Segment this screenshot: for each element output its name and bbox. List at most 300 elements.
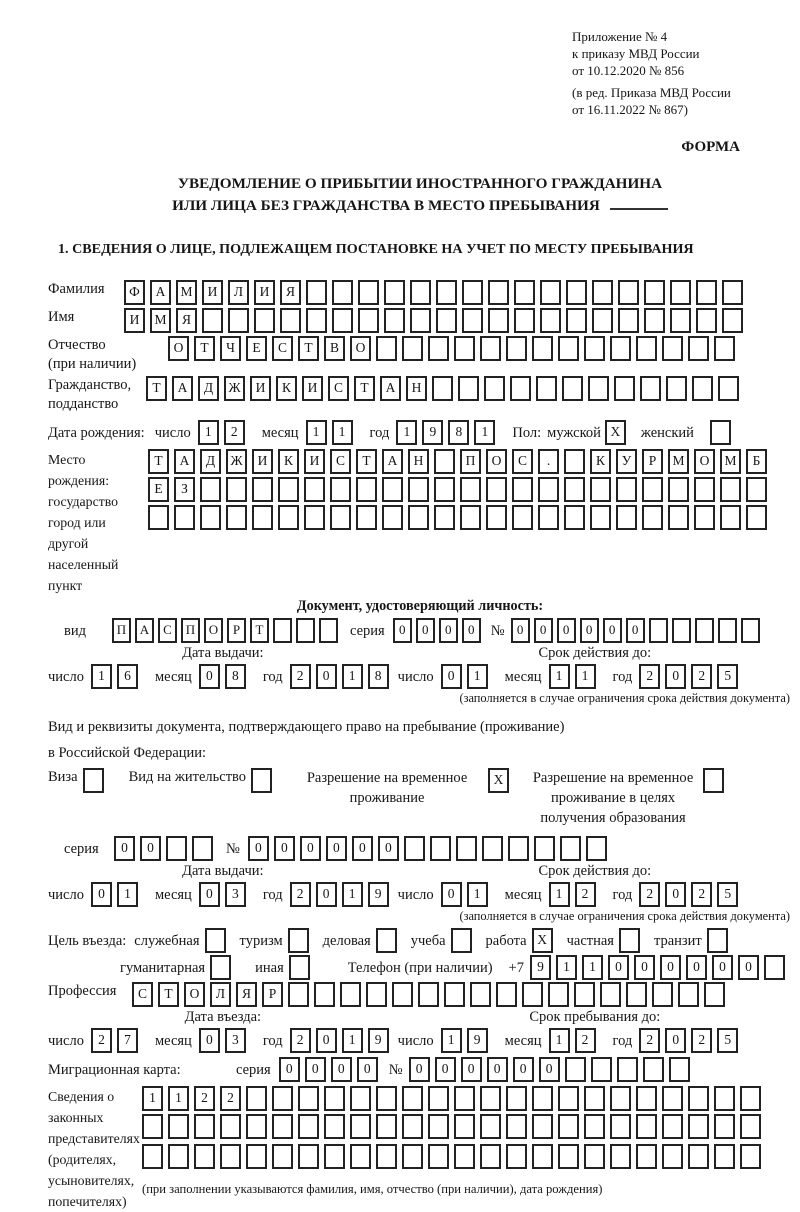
form-cell[interactable]: 0 — [435, 1057, 456, 1082]
form-cell[interactable]: 1 — [582, 955, 603, 980]
form-cell[interactable] — [694, 477, 715, 502]
form-cell[interactable]: 0 — [378, 836, 399, 861]
form-cell[interactable]: 6 — [117, 664, 138, 689]
form-cell[interactable] — [432, 376, 453, 401]
form-cell[interactable] — [534, 836, 555, 861]
form-cell[interactable]: 0 — [580, 618, 599, 643]
form-cell[interactable] — [536, 376, 557, 401]
form-cell[interactable]: 0 — [461, 1057, 482, 1082]
form-cell[interactable]: Т — [356, 449, 377, 474]
form-cell[interactable] — [740, 1114, 761, 1139]
form-cell[interactable]: 9 — [467, 1028, 488, 1053]
form-cell[interactable]: Ф — [124, 280, 145, 305]
form-cell[interactable] — [764, 955, 785, 980]
form-cell[interactable] — [610, 1114, 631, 1139]
form-cell[interactable]: О — [168, 336, 189, 361]
form-cell[interactable]: А — [135, 618, 154, 643]
purpose-study-checkbox[interactable] — [451, 928, 472, 953]
form-cell[interactable] — [636, 1086, 657, 1111]
form-cell[interactable]: 0 — [660, 955, 681, 980]
form-cell[interactable] — [512, 477, 533, 502]
form-cell[interactable] — [496, 982, 517, 1007]
form-cell[interactable]: Ж — [224, 376, 245, 401]
form-cell[interactable] — [720, 505, 741, 530]
form-cell[interactable] — [696, 280, 717, 305]
form-cell[interactable] — [584, 1086, 605, 1111]
form-cell[interactable] — [740, 1144, 761, 1169]
form-cell[interactable]: Е — [148, 477, 169, 502]
form-cell[interactable] — [669, 1057, 690, 1082]
form-cell[interactable] — [740, 1086, 761, 1111]
purpose-transit-checkbox[interactable] — [707, 928, 728, 953]
form-cell[interactable]: Л — [228, 280, 249, 305]
form-cell[interactable]: Н — [406, 376, 427, 401]
form-cell[interactable] — [278, 477, 299, 502]
form-cell[interactable]: 1 — [549, 1028, 570, 1053]
form-cell[interactable] — [610, 1144, 631, 1169]
form-cell[interactable] — [226, 505, 247, 530]
form-cell[interactable] — [566, 308, 587, 333]
form-cell[interactable] — [566, 280, 587, 305]
form-cell[interactable] — [220, 1144, 241, 1169]
form-cell[interactable] — [590, 505, 611, 530]
form-cell[interactable] — [618, 308, 639, 333]
form-cell[interactable]: 0 — [513, 1057, 534, 1082]
form-cell[interactable] — [714, 1144, 735, 1169]
form-cell[interactable]: 0 — [305, 1057, 326, 1082]
form-cell[interactable]: С — [158, 618, 177, 643]
form-cell[interactable] — [330, 505, 351, 530]
form-cell[interactable]: 1 — [556, 955, 577, 980]
form-cell[interactable] — [454, 336, 475, 361]
form-cell[interactable] — [298, 1144, 319, 1169]
form-cell[interactable] — [376, 1086, 397, 1111]
form-cell[interactable]: С — [272, 336, 293, 361]
form-cell[interactable]: 0 — [274, 836, 295, 861]
form-cell[interactable]: К — [278, 449, 299, 474]
form-cell[interactable]: 2 — [290, 664, 311, 689]
form-cell[interactable]: 1 — [342, 1028, 363, 1053]
form-cell[interactable] — [444, 982, 465, 1007]
form-cell[interactable] — [584, 1114, 605, 1139]
form-cell[interactable] — [404, 836, 425, 861]
form-cell[interactable]: 1 — [549, 882, 570, 907]
form-cell[interactable] — [574, 982, 595, 1007]
form-cell[interactable]: А — [174, 449, 195, 474]
form-cell[interactable]: Т — [250, 618, 269, 643]
form-cell[interactable]: Ж — [226, 449, 247, 474]
form-cell[interactable]: 0 — [91, 882, 112, 907]
form-cell[interactable] — [506, 1114, 527, 1139]
form-cell[interactable]: 2 — [639, 664, 660, 689]
form-cell[interactable]: Н — [408, 449, 429, 474]
form-cell[interactable]: 0 — [326, 836, 347, 861]
form-cell[interactable] — [668, 505, 689, 530]
form-cell[interactable] — [617, 1057, 638, 1082]
form-cell[interactable]: 2 — [639, 1028, 660, 1053]
form-cell[interactable]: О — [204, 618, 223, 643]
form-cell[interactable] — [402, 336, 423, 361]
form-cell[interactable]: 1 — [91, 664, 112, 689]
form-cell[interactable] — [220, 1114, 241, 1139]
form-cell[interactable] — [600, 982, 621, 1007]
form-cell[interactable]: 0 — [352, 836, 373, 861]
form-cell[interactable]: 0 — [416, 618, 435, 643]
form-cell[interactable] — [746, 505, 767, 530]
form-cell[interactable] — [558, 1086, 579, 1111]
form-cell[interactable]: 9 — [530, 955, 551, 980]
form-cell[interactable] — [695, 618, 714, 643]
form-cell[interactable] — [610, 1086, 631, 1111]
form-cell[interactable]: Р — [262, 982, 283, 1007]
form-cell[interactable] — [688, 336, 709, 361]
form-cell[interactable] — [636, 336, 657, 361]
form-cell[interactable] — [304, 477, 325, 502]
form-cell[interactable] — [564, 477, 585, 502]
form-cell[interactable] — [610, 336, 631, 361]
form-cell[interactable] — [616, 477, 637, 502]
purpose-humanitarian-checkbox[interactable] — [210, 955, 231, 980]
form-cell[interactable] — [330, 477, 351, 502]
form-cell[interactable]: К — [590, 449, 611, 474]
form-cell[interactable] — [148, 505, 169, 530]
form-cell[interactable]: Т — [146, 376, 167, 401]
form-cell[interactable] — [356, 477, 377, 502]
form-cell[interactable]: 0 — [634, 955, 655, 980]
form-cell[interactable] — [649, 618, 668, 643]
form-cell[interactable]: А — [382, 449, 403, 474]
form-cell[interactable] — [470, 982, 491, 1007]
form-cell[interactable] — [688, 1086, 709, 1111]
form-cell[interactable]: С — [512, 449, 533, 474]
form-cell[interactable]: М — [176, 280, 197, 305]
form-cell[interactable]: М — [668, 449, 689, 474]
form-cell[interactable] — [436, 280, 457, 305]
form-cell[interactable] — [558, 1144, 579, 1169]
form-cell[interactable]: З — [174, 477, 195, 502]
form-cell[interactable] — [366, 982, 387, 1007]
form-cell[interactable]: Т — [148, 449, 169, 474]
form-cell[interactable] — [678, 982, 699, 1007]
form-cell[interactable]: 2 — [691, 1028, 712, 1053]
form-cell[interactable] — [174, 505, 195, 530]
form-cell[interactable]: И — [304, 449, 325, 474]
form-cell[interactable]: 0 — [686, 955, 707, 980]
sex-female-checkbox[interactable] — [710, 420, 731, 445]
form-cell[interactable] — [280, 308, 301, 333]
form-cell[interactable]: 5 — [717, 1028, 738, 1053]
form-cell[interactable]: О — [350, 336, 371, 361]
form-cell[interactable] — [462, 280, 483, 305]
form-cell[interactable]: П — [112, 618, 131, 643]
form-cell[interactable] — [558, 1114, 579, 1139]
form-cell[interactable] — [382, 505, 403, 530]
form-cell[interactable] — [722, 308, 743, 333]
form-cell[interactable]: Д — [200, 449, 221, 474]
form-cell[interactable]: О — [694, 449, 715, 474]
form-cell[interactable]: 0 — [462, 618, 481, 643]
form-cell[interactable] — [486, 505, 507, 530]
form-cell[interactable]: 8 — [368, 664, 389, 689]
form-cell[interactable]: 8 — [448, 420, 469, 445]
form-cell[interactable] — [358, 280, 379, 305]
purpose-other-checkbox[interactable] — [289, 955, 310, 980]
form-cell[interactable]: 0 — [199, 882, 220, 907]
form-cell[interactable] — [586, 836, 607, 861]
form-cell[interactable] — [692, 376, 713, 401]
form-cell[interactable]: 0 — [199, 664, 220, 689]
form-cell[interactable]: 2 — [290, 1028, 311, 1053]
form-cell[interactable]: 1 — [396, 420, 417, 445]
form-cell[interactable] — [272, 1144, 293, 1169]
form-cell[interactable] — [538, 477, 559, 502]
form-cell[interactable] — [428, 1114, 449, 1139]
form-cell[interactable] — [408, 505, 429, 530]
form-cell[interactable]: Б — [746, 449, 767, 474]
form-cell[interactable] — [296, 618, 315, 643]
form-cell[interactable] — [662, 1114, 683, 1139]
form-cell[interactable] — [273, 618, 292, 643]
form-cell[interactable] — [228, 308, 249, 333]
form-cell[interactable] — [246, 1114, 267, 1139]
form-cell[interactable] — [402, 1144, 423, 1169]
form-cell[interactable] — [376, 1114, 397, 1139]
form-cell[interactable] — [436, 308, 457, 333]
form-cell[interactable]: 0 — [626, 618, 645, 643]
form-cell[interactable] — [508, 836, 529, 861]
form-cell[interactable] — [410, 308, 431, 333]
form-cell[interactable]: П — [460, 449, 481, 474]
form-cell[interactable] — [376, 336, 397, 361]
form-cell[interactable]: И — [254, 280, 275, 305]
temp-residence-education-checkbox[interactable] — [703, 768, 724, 793]
form-cell[interactable] — [434, 477, 455, 502]
form-cell[interactable] — [506, 1144, 527, 1169]
form-cell[interactable] — [532, 1086, 553, 1111]
form-cell[interactable]: Я — [176, 308, 197, 333]
form-cell[interactable]: 9 — [422, 420, 443, 445]
form-cell[interactable]: Я — [280, 280, 301, 305]
form-cell[interactable] — [746, 477, 767, 502]
form-cell[interactable] — [324, 1086, 345, 1111]
form-cell[interactable] — [510, 376, 531, 401]
form-cell[interactable] — [718, 618, 737, 643]
form-cell[interactable] — [564, 505, 585, 530]
form-cell[interactable]: Л — [210, 982, 231, 1007]
form-cell[interactable] — [540, 308, 561, 333]
form-cell[interactable] — [696, 308, 717, 333]
form-cell[interactable]: 1 — [467, 664, 488, 689]
form-cell[interactable] — [194, 1144, 215, 1169]
form-cell[interactable]: 2 — [194, 1086, 215, 1111]
form-cell[interactable]: 7 — [117, 1028, 138, 1053]
form-cell[interactable]: И — [124, 308, 145, 333]
form-cell[interactable]: 5 — [717, 664, 738, 689]
form-cell[interactable] — [319, 618, 338, 643]
form-cell[interactable]: 0 — [557, 618, 576, 643]
temp-residence-checkbox[interactable]: X — [488, 768, 509, 793]
form-cell[interactable]: 1 — [467, 882, 488, 907]
form-cell[interactable] — [626, 982, 647, 1007]
form-cell[interactable]: 0 — [511, 618, 530, 643]
form-cell[interactable]: 1 — [117, 882, 138, 907]
form-cell[interactable] — [428, 1144, 449, 1169]
form-cell[interactable]: 0 — [665, 664, 686, 689]
form-cell[interactable]: О — [184, 982, 205, 1007]
sex-male-checkbox[interactable]: X — [605, 420, 626, 445]
form-cell[interactable]: 1 — [168, 1086, 189, 1111]
form-cell[interactable] — [694, 505, 715, 530]
form-cell[interactable] — [640, 376, 661, 401]
form-cell[interactable] — [428, 1086, 449, 1111]
form-cell[interactable] — [306, 280, 327, 305]
form-cell[interactable]: 9 — [368, 882, 389, 907]
form-cell[interactable] — [662, 336, 683, 361]
form-cell[interactable] — [418, 982, 439, 1007]
form-cell[interactable]: 0 — [357, 1057, 378, 1082]
residence-permit-checkbox[interactable] — [251, 768, 272, 793]
form-cell[interactable]: С — [330, 449, 351, 474]
form-cell[interactable] — [254, 308, 275, 333]
form-cell[interactable]: 2 — [691, 882, 712, 907]
form-cell[interactable] — [288, 982, 309, 1007]
form-cell[interactable] — [480, 1086, 501, 1111]
form-cell[interactable]: 1 — [342, 664, 363, 689]
form-cell[interactable]: Д — [198, 376, 219, 401]
form-cell[interactable] — [168, 1114, 189, 1139]
form-cell[interactable] — [402, 1114, 423, 1139]
form-cell[interactable] — [226, 477, 247, 502]
form-cell[interactable]: 0 — [316, 664, 337, 689]
form-cell[interactable]: А — [172, 376, 193, 401]
form-cell[interactable] — [562, 376, 583, 401]
form-cell[interactable] — [202, 308, 223, 333]
form-cell[interactable] — [332, 280, 353, 305]
form-cell[interactable] — [668, 477, 689, 502]
form-cell[interactable]: 0 — [441, 882, 462, 907]
purpose-private-checkbox[interactable] — [619, 928, 640, 953]
form-cell[interactable]: 0 — [248, 836, 269, 861]
form-cell[interactable] — [376, 1144, 397, 1169]
form-cell[interactable]: П — [181, 618, 200, 643]
form-cell[interactable] — [488, 280, 509, 305]
form-cell[interactable]: А — [150, 280, 171, 305]
form-cell[interactable] — [672, 618, 691, 643]
form-cell[interactable] — [350, 1144, 371, 1169]
form-cell[interactable] — [246, 1144, 267, 1169]
form-cell[interactable]: 0 — [300, 836, 321, 861]
form-cell[interactable]: 9 — [368, 1028, 389, 1053]
form-cell[interactable]: 0 — [441, 664, 462, 689]
form-cell[interactable]: 1 — [549, 664, 570, 689]
form-cell[interactable] — [558, 336, 579, 361]
form-cell[interactable] — [332, 308, 353, 333]
form-cell[interactable]: 0 — [140, 836, 161, 861]
form-cell[interactable] — [592, 308, 613, 333]
form-cell[interactable] — [538, 505, 559, 530]
form-cell[interactable] — [408, 477, 429, 502]
form-cell[interactable] — [324, 1144, 345, 1169]
form-cell[interactable] — [306, 308, 327, 333]
visa-checkbox[interactable] — [83, 768, 104, 793]
purpose-work-checkbox[interactable]: X — [532, 928, 553, 953]
form-cell[interactable] — [192, 836, 213, 861]
form-cell[interactable]: 0 — [665, 1028, 686, 1053]
form-cell[interactable] — [720, 477, 741, 502]
form-cell[interactable]: Ч — [220, 336, 241, 361]
form-cell[interactable] — [480, 336, 501, 361]
form-cell[interactable] — [358, 308, 379, 333]
form-cell[interactable]: 2 — [220, 1086, 241, 1111]
form-cell[interactable]: 2 — [575, 1028, 596, 1053]
form-cell[interactable]: С — [132, 982, 153, 1007]
form-cell[interactable] — [584, 336, 605, 361]
form-cell[interactable]: 1 — [332, 420, 353, 445]
form-cell[interactable] — [480, 1114, 501, 1139]
form-cell[interactable] — [616, 505, 637, 530]
form-cell[interactable] — [636, 1144, 657, 1169]
form-cell[interactable] — [434, 449, 455, 474]
form-cell[interactable] — [688, 1114, 709, 1139]
form-cell[interactable] — [643, 1057, 664, 1082]
form-cell[interactable] — [324, 1114, 345, 1139]
form-cell[interactable] — [482, 836, 503, 861]
form-cell[interactable] — [200, 505, 221, 530]
form-cell[interactable] — [652, 982, 673, 1007]
form-cell[interactable]: 0 — [279, 1057, 300, 1082]
form-cell[interactable]: 1 — [474, 420, 495, 445]
form-cell[interactable] — [168, 1144, 189, 1169]
form-cell[interactable] — [484, 376, 505, 401]
form-cell[interactable] — [514, 280, 535, 305]
form-cell[interactable]: Е — [246, 336, 267, 361]
form-cell[interactable]: А — [380, 376, 401, 401]
form-cell[interactable] — [564, 449, 585, 474]
form-cell[interactable] — [402, 1086, 423, 1111]
form-cell[interactable] — [252, 505, 273, 530]
form-cell[interactable]: 0 — [393, 618, 412, 643]
form-cell[interactable] — [480, 1144, 501, 1169]
form-cell[interactable] — [166, 836, 187, 861]
form-cell[interactable]: Т — [194, 336, 215, 361]
purpose-official-checkbox[interactable] — [205, 928, 226, 953]
form-cell[interactable] — [540, 280, 561, 305]
form-cell[interactable]: 0 — [539, 1057, 560, 1082]
form-cell[interactable]: М — [720, 449, 741, 474]
form-cell[interactable] — [592, 280, 613, 305]
form-cell[interactable] — [532, 1114, 553, 1139]
form-cell[interactable] — [410, 280, 431, 305]
form-cell[interactable]: 1 — [306, 420, 327, 445]
form-cell[interactable]: 1 — [198, 420, 219, 445]
form-cell[interactable] — [356, 505, 377, 530]
form-cell[interactable]: 5 — [717, 882, 738, 907]
form-cell[interactable] — [278, 505, 299, 530]
form-cell[interactable]: 8 — [225, 664, 246, 689]
form-cell[interactable] — [588, 376, 609, 401]
form-cell[interactable]: 1 — [342, 882, 363, 907]
form-cell[interactable] — [560, 836, 581, 861]
form-cell[interactable] — [506, 336, 527, 361]
form-cell[interactable]: 1 — [575, 664, 596, 689]
form-cell[interactable]: 2 — [91, 1028, 112, 1053]
form-cell[interactable] — [350, 1114, 371, 1139]
form-cell[interactable]: 1 — [441, 1028, 462, 1053]
form-cell[interactable] — [392, 982, 413, 1007]
form-cell[interactable] — [142, 1114, 163, 1139]
form-cell[interactable] — [512, 505, 533, 530]
form-cell[interactable]: Р — [227, 618, 246, 643]
